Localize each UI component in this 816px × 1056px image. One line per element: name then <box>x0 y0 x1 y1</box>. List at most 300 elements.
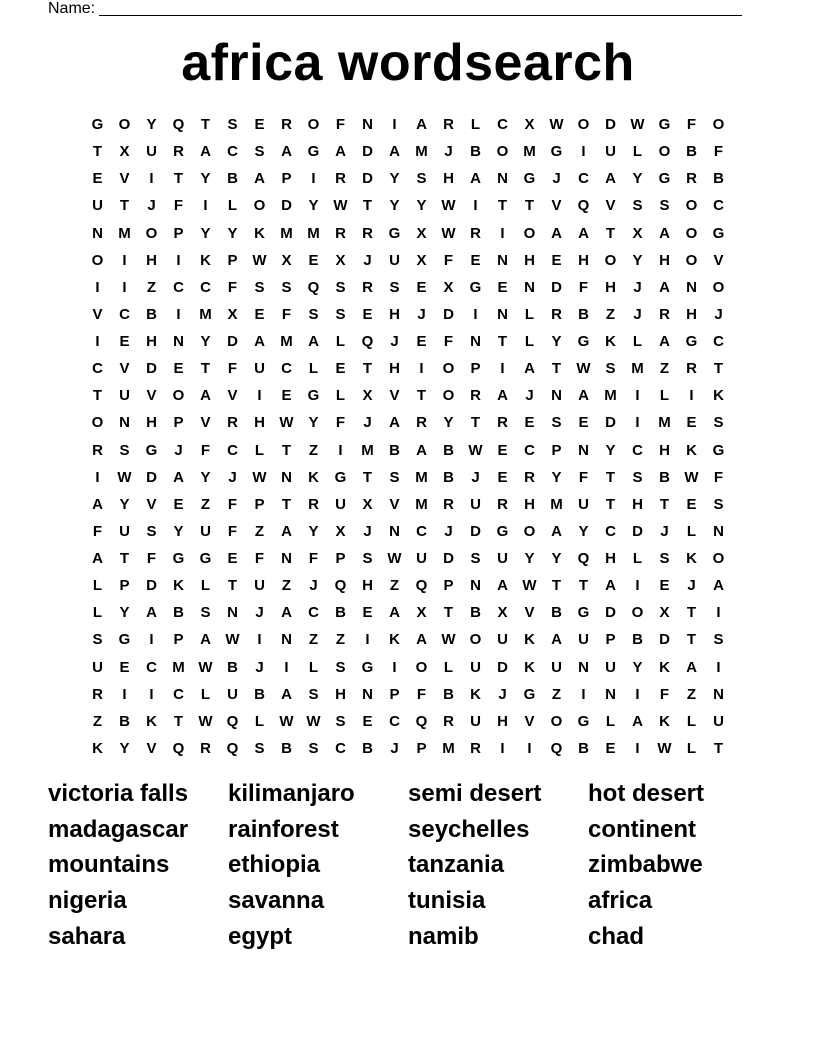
grid-letter[interactable]: T <box>551 577 562 595</box>
grid-letter[interactable]: I <box>365 631 370 649</box>
grid-letter[interactable]: Z <box>551 685 562 703</box>
grid-letter[interactable]: Q <box>577 550 590 568</box>
grid-letter[interactable]: F <box>443 251 454 269</box>
grid-letter[interactable]: S <box>659 197 670 215</box>
grid-letter[interactable]: U <box>470 495 481 513</box>
grid-letter[interactable]: T <box>497 333 508 351</box>
grid-letter[interactable]: T <box>497 197 508 215</box>
grid-letter[interactable]: E <box>119 333 130 351</box>
grid-letter[interactable]: T <box>713 739 724 757</box>
grid-letter[interactable]: T <box>92 143 103 161</box>
grid-letter[interactable]: J <box>444 522 453 540</box>
grid-letter[interactable]: W <box>522 577 537 595</box>
grid-letter[interactable]: I <box>689 387 694 405</box>
grid-letter[interactable]: R <box>173 143 184 161</box>
grid-letter[interactable]: A <box>578 387 589 405</box>
grid-letter[interactable]: L <box>92 577 103 595</box>
grid-letter[interactable]: N <box>470 333 481 351</box>
grid-letter[interactable]: U <box>389 251 400 269</box>
grid-letter[interactable]: H <box>146 414 157 432</box>
grid-letter[interactable]: O <box>577 116 590 134</box>
grid-letter[interactable]: W <box>441 224 456 242</box>
grid-letter[interactable]: J <box>471 468 480 486</box>
grid-letter[interactable]: J <box>633 305 642 323</box>
grid-letter[interactable]: S <box>308 305 319 323</box>
grid-letter[interactable]: S <box>335 658 346 676</box>
grid-letter[interactable]: R <box>362 224 373 242</box>
grid-letter[interactable]: X <box>443 278 454 296</box>
grid-letter[interactable]: E <box>497 278 508 296</box>
grid-letter[interactable]: J <box>174 441 183 459</box>
grid-letter[interactable]: W <box>468 441 483 459</box>
grid-letter[interactable]: T <box>200 360 211 378</box>
grid-letter[interactable]: A <box>281 604 292 622</box>
grid-letter[interactable]: Z <box>308 441 319 459</box>
grid-letter[interactable]: A <box>200 631 211 649</box>
grid-letter[interactable]: Z <box>92 712 103 730</box>
grid-letter[interactable]: S <box>713 631 724 649</box>
grid-letter[interactable]: Q <box>307 278 320 296</box>
grid-letter[interactable]: A <box>659 224 670 242</box>
grid-letter[interactable]: R <box>497 495 508 513</box>
grid-letter[interactable]: A <box>254 170 265 188</box>
grid-letter[interactable]: P <box>227 251 238 269</box>
grid-letter[interactable]: A <box>470 170 481 188</box>
grid-letter[interactable]: C <box>713 197 724 215</box>
grid-letter[interactable]: A <box>497 577 508 595</box>
grid-letter[interactable]: A <box>605 577 616 595</box>
grid-letter[interactable]: A <box>686 658 697 676</box>
grid-letter[interactable]: T <box>119 197 130 215</box>
grid-letter[interactable]: G <box>199 550 212 568</box>
grid-letter[interactable]: Y <box>200 170 211 188</box>
grid-letter[interactable]: M <box>415 468 428 486</box>
grid-letter[interactable]: Y <box>578 522 589 540</box>
grid-letter[interactable]: C <box>173 685 184 703</box>
grid-letter[interactable]: I <box>95 333 100 351</box>
grid-letter[interactable]: J <box>363 522 372 540</box>
grid-letter[interactable]: E <box>362 604 373 622</box>
grid-letter[interactable]: A <box>200 143 211 161</box>
grid-letter[interactable]: I <box>311 170 316 188</box>
grid-letter[interactable]: N <box>389 522 400 540</box>
grid-letter[interactable]: X <box>416 251 427 269</box>
grid-letter[interactable]: H <box>389 305 400 323</box>
grid-letter[interactable]: A <box>416 116 427 134</box>
grid-letter[interactable]: Z <box>308 631 319 649</box>
grid-letter[interactable]: E <box>362 305 373 323</box>
grid-letter[interactable]: C <box>713 333 724 351</box>
grid-letter[interactable]: P <box>470 360 481 378</box>
grid-letter[interactable]: L <box>335 333 346 351</box>
grid-letter[interactable]: E <box>254 305 265 323</box>
grid-letter[interactable]: I <box>284 658 289 676</box>
grid-letter[interactable]: R <box>335 170 346 188</box>
grid-letter[interactable]: M <box>523 143 536 161</box>
grid-letter[interactable]: I <box>500 360 505 378</box>
grid-letter[interactable]: K <box>686 441 697 459</box>
grid-letter[interactable]: Q <box>577 197 590 215</box>
grid-letter[interactable]: M <box>658 414 671 432</box>
grid-letter[interactable]: T <box>659 495 670 513</box>
grid-letter[interactable]: J <box>147 197 156 215</box>
grid-letter[interactable]: F <box>578 278 589 296</box>
grid-letter[interactable]: K <box>524 631 535 649</box>
grid-letter[interactable]: L <box>443 658 454 676</box>
grid-letter[interactable]: J <box>228 468 237 486</box>
grid-letter[interactable]: O <box>496 143 509 161</box>
grid-letter[interactable]: M <box>199 305 212 323</box>
grid-letter[interactable]: D <box>497 658 508 676</box>
grid-letter[interactable]: B <box>254 685 265 703</box>
grid-letter[interactable]: G <box>658 170 671 188</box>
grid-letter[interactable]: D <box>605 116 616 134</box>
grid-letter[interactable]: R <box>686 170 697 188</box>
grid-letter[interactable]: F <box>227 278 238 296</box>
grid-letter[interactable]: C <box>497 116 508 134</box>
grid-letter[interactable]: A <box>254 333 265 351</box>
grid-letter[interactable]: O <box>118 116 131 134</box>
grid-letter[interactable]: Y <box>119 739 130 757</box>
grid-letter[interactable]: J <box>363 251 372 269</box>
grid-letter[interactable]: H <box>659 441 670 459</box>
grid-letter[interactable]: M <box>361 441 374 459</box>
grid-letter[interactable]: I <box>122 251 127 269</box>
grid-letter[interactable]: U <box>146 143 157 161</box>
grid-letter[interactable]: M <box>307 224 320 242</box>
grid-letter[interactable]: V <box>389 495 400 513</box>
grid-letter[interactable]: D <box>551 278 562 296</box>
grid-letter[interactable]: D <box>362 143 373 161</box>
grid-letter[interactable]: A <box>551 631 562 649</box>
grid-letter[interactable]: Q <box>415 712 428 730</box>
grid-letter[interactable]: M <box>415 495 428 513</box>
grid-letter[interactable]: T <box>470 414 481 432</box>
grid-letter[interactable]: I <box>392 658 397 676</box>
grid-letter[interactable]: R <box>659 305 670 323</box>
grid-letter[interactable]: B <box>443 685 454 703</box>
grid-letter[interactable]: U <box>335 495 346 513</box>
grid-letter[interactable]: A <box>281 685 292 703</box>
grid-letter[interactable]: R <box>497 414 508 432</box>
grid-letter[interactable]: I <box>419 360 424 378</box>
grid-letter[interactable]: F <box>713 468 724 486</box>
grid-letter[interactable]: C <box>335 739 346 757</box>
grid-letter[interactable]: S <box>227 116 238 134</box>
grid-letter[interactable]: M <box>280 224 293 242</box>
grid-letter[interactable]: Y <box>632 170 643 188</box>
grid-letter[interactable]: H <box>362 577 373 595</box>
grid-letter[interactable]: R <box>308 495 319 513</box>
grid-letter[interactable]: Z <box>389 577 400 595</box>
grid-letter[interactable]: A <box>281 143 292 161</box>
grid-letter[interactable]: U <box>713 712 724 730</box>
grid-letter[interactable]: G <box>307 143 320 161</box>
grid-letter[interactable]: I <box>122 278 127 296</box>
grid-letter[interactable]: F <box>227 522 238 540</box>
grid-letter[interactable]: D <box>632 522 643 540</box>
grid-letter[interactable]: N <box>578 658 589 676</box>
grid-letter[interactable]: U <box>497 631 508 649</box>
grid-letter[interactable]: I <box>149 685 154 703</box>
grid-letter[interactable]: A <box>308 333 319 351</box>
grid-letter[interactable]: D <box>605 414 616 432</box>
grid-letter[interactable]: Q <box>550 739 563 757</box>
grid-letter[interactable]: I <box>95 278 100 296</box>
grid-letter[interactable]: I <box>203 197 208 215</box>
grid-letter[interactable]: F <box>713 143 724 161</box>
grid-letter[interactable]: B <box>659 468 670 486</box>
grid-letter[interactable]: B <box>389 441 400 459</box>
grid-letter[interactable]: M <box>118 224 131 242</box>
grid-letter[interactable]: S <box>254 739 265 757</box>
grid-letter[interactable]: T <box>713 360 724 378</box>
grid-letter[interactable]: J <box>687 577 696 595</box>
grid-letter[interactable]: E <box>524 414 535 432</box>
grid-letter[interactable]: T <box>362 468 373 486</box>
grid-letter[interactable]: L <box>470 116 481 134</box>
grid-letter[interactable]: T <box>362 360 373 378</box>
grid-letter[interactable]: X <box>362 387 373 405</box>
grid-letter[interactable]: I <box>338 441 343 459</box>
grid-letter[interactable]: N <box>227 604 238 622</box>
grid-letter[interactable]: I <box>635 685 640 703</box>
grid-letter[interactable]: O <box>658 143 671 161</box>
grid-letter[interactable]: G <box>172 550 185 568</box>
grid-letter[interactable]: Y <box>227 224 238 242</box>
grid-letter[interactable]: M <box>550 495 563 513</box>
grid-letter[interactable]: Y <box>200 468 211 486</box>
grid-letter[interactable]: B <box>470 604 481 622</box>
grid-letter[interactable]: D <box>659 631 670 649</box>
grid-letter[interactable]: A <box>416 631 427 649</box>
grid-letter[interactable]: U <box>605 143 616 161</box>
grid-letter[interactable]: T <box>524 197 535 215</box>
grid-letter[interactable]: B <box>551 604 562 622</box>
grid-letter[interactable]: P <box>173 224 184 242</box>
grid-letter[interactable]: I <box>392 116 397 134</box>
grid-letter[interactable]: F <box>146 550 157 568</box>
grid-letter[interactable]: T <box>173 170 184 188</box>
grid-letter[interactable]: J <box>633 278 642 296</box>
grid-letter[interactable]: Q <box>334 577 347 595</box>
grid-letter[interactable]: Y <box>443 414 454 432</box>
grid-letter[interactable]: H <box>578 251 589 269</box>
grid-letter[interactable]: X <box>335 522 346 540</box>
grid-letter[interactable]: D <box>605 604 616 622</box>
grid-letter[interactable]: A <box>524 360 535 378</box>
grid-letter[interactable]: Z <box>200 495 211 513</box>
grid-letter[interactable]: X <box>416 224 427 242</box>
grid-letter[interactable]: L <box>524 333 535 351</box>
grid-letter[interactable]: O <box>604 251 617 269</box>
grid-letter[interactable]: G <box>523 685 536 703</box>
grid-letter[interactable]: D <box>146 360 157 378</box>
grid-letter[interactable]: U <box>470 712 481 730</box>
grid-letter[interactable]: S <box>389 468 400 486</box>
grid-letter[interactable]: J <box>552 170 561 188</box>
grid-letter[interactable]: J <box>255 604 264 622</box>
grid-letter[interactable]: R <box>686 360 697 378</box>
grid-letter[interactable]: S <box>659 550 670 568</box>
grid-letter[interactable]: B <box>281 739 292 757</box>
grid-letter[interactable]: H <box>686 305 697 323</box>
grid-letter[interactable]: E <box>416 333 427 351</box>
grid-letter[interactable]: N <box>497 305 508 323</box>
grid-letter[interactable]: Z <box>335 631 346 649</box>
grid-letter[interactable]: E <box>578 414 589 432</box>
grid-letter[interactable]: O <box>523 224 536 242</box>
grid-letter[interactable]: T <box>173 712 184 730</box>
grid-letter[interactable]: E <box>308 251 319 269</box>
grid-letter[interactable]: U <box>119 522 130 540</box>
grid-letter[interactable]: L <box>659 387 670 405</box>
grid-letter[interactable]: O <box>91 251 104 269</box>
grid-letter[interactable]: T <box>605 468 616 486</box>
grid-letter[interactable]: E <box>470 251 481 269</box>
grid-letter[interactable]: K <box>173 577 184 595</box>
grid-letter[interactable]: S <box>335 278 346 296</box>
grid-letter[interactable]: Q <box>172 739 185 757</box>
grid-letter[interactable]: L <box>632 333 643 351</box>
grid-letter[interactable]: N <box>713 685 724 703</box>
grid-letter[interactable]: A <box>281 522 292 540</box>
grid-letter[interactable]: W <box>225 631 240 649</box>
grid-letter[interactable]: D <box>362 170 373 188</box>
grid-letter[interactable]: E <box>686 495 697 513</box>
grid-letter[interactable]: O <box>685 224 698 242</box>
grid-letter[interactable]: Y <box>416 197 427 215</box>
grid-letter[interactable]: W <box>630 116 645 134</box>
grid-letter[interactable]: H <box>497 712 508 730</box>
grid-letter[interactable]: X <box>416 604 427 622</box>
grid-letter[interactable]: R <box>470 387 481 405</box>
grid-letter[interactable]: P <box>416 739 427 757</box>
grid-letter[interactable]: U <box>254 577 265 595</box>
grid-letter[interactable]: K <box>92 739 103 757</box>
grid-letter[interactable]: I <box>257 631 262 649</box>
grid-letter[interactable]: P <box>551 441 562 459</box>
grid-letter[interactable]: E <box>173 360 184 378</box>
grid-letter[interactable]: O <box>631 604 644 622</box>
grid-letter[interactable]: A <box>659 333 670 351</box>
grid-letter[interactable]: N <box>524 278 535 296</box>
grid-letter[interactable]: O <box>550 712 563 730</box>
grid-letter[interactable]: T <box>281 495 292 513</box>
grid-letter[interactable]: O <box>253 197 266 215</box>
grid-letter[interactable]: V <box>227 387 238 405</box>
grid-letter[interactable]: Y <box>308 197 319 215</box>
grid-letter[interactable]: A <box>146 604 157 622</box>
grid-letter[interactable]: T <box>686 604 697 622</box>
grid-letter[interactable]: V <box>119 170 130 188</box>
grid-letter[interactable]: Y <box>146 116 157 134</box>
grid-letter[interactable]: N <box>362 685 373 703</box>
grid-letter[interactable]: I <box>635 414 640 432</box>
grid-letter[interactable]: B <box>146 305 157 323</box>
grid-letter[interactable]: C <box>227 143 238 161</box>
grid-letter[interactable]: C <box>605 522 616 540</box>
grid-letter[interactable]: I <box>500 739 505 757</box>
grid-letter[interactable]: G <box>334 468 347 486</box>
grid-letter[interactable]: P <box>254 495 265 513</box>
grid-letter[interactable]: W <box>198 658 213 676</box>
grid-letter[interactable]: H <box>389 360 400 378</box>
grid-letter[interactable]: D <box>227 333 238 351</box>
grid-letter[interactable]: G <box>712 224 725 242</box>
grid-letter[interactable]: W <box>684 468 699 486</box>
grid-letter[interactable]: I <box>257 387 262 405</box>
grid-letter[interactable]: W <box>333 197 348 215</box>
grid-letter[interactable]: Y <box>632 658 643 676</box>
grid-letter[interactable]: G <box>685 333 698 351</box>
grid-letter[interactable]: R <box>443 495 454 513</box>
grid-letter[interactable]: S <box>470 550 481 568</box>
grid-letter[interactable]: B <box>713 170 724 188</box>
grid-letter[interactable]: C <box>227 441 238 459</box>
grid-letter[interactable]: S <box>308 685 319 703</box>
name-field[interactable] <box>99 0 742 16</box>
grid-letter[interactable]: H <box>605 278 616 296</box>
grid-letter[interactable]: S <box>281 278 292 296</box>
grid-letter[interactable]: B <box>686 143 697 161</box>
grid-letter[interactable]: X <box>659 604 670 622</box>
grid-letter[interactable]: S <box>713 414 724 432</box>
grid-letter[interactable]: G <box>550 143 563 161</box>
grid-letter[interactable]: Y <box>389 197 400 215</box>
grid-letter[interactable]: N <box>92 224 103 242</box>
grid-letter[interactable]: N <box>605 685 616 703</box>
grid-letter[interactable]: W <box>279 414 294 432</box>
grid-letter[interactable]: W <box>117 468 132 486</box>
grid-letter[interactable]: L <box>686 739 697 757</box>
grid-letter[interactable]: P <box>605 631 616 649</box>
grid-letter[interactable]: C <box>92 360 103 378</box>
grid-letter[interactable]: L <box>335 387 346 405</box>
grid-letter[interactable]: T <box>578 577 589 595</box>
grid-letter[interactable]: D <box>146 577 157 595</box>
grid-letter[interactable]: E <box>119 658 130 676</box>
grid-letter[interactable]: B <box>443 468 454 486</box>
grid-letter[interactable]: U <box>551 658 562 676</box>
grid-letter[interactable]: T <box>416 387 427 405</box>
grid-letter[interactable]: U <box>227 685 238 703</box>
grid-letter[interactable]: L <box>524 305 535 323</box>
grid-letter[interactable]: H <box>632 495 643 513</box>
grid-letter[interactable]: V <box>146 739 157 757</box>
grid-letter[interactable]: C <box>146 658 157 676</box>
grid-letter[interactable]: W <box>441 631 456 649</box>
grid-letter[interactable]: J <box>363 414 372 432</box>
grid-letter[interactable]: Z <box>146 278 157 296</box>
grid-letter[interactable]: I <box>500 224 505 242</box>
grid-letter[interactable]: G <box>91 116 104 134</box>
grid-letter[interactable]: R <box>470 224 481 242</box>
grid-letter[interactable]: B <box>119 712 130 730</box>
grid-letter[interactable]: G <box>577 712 590 730</box>
grid-letter[interactable]: W <box>441 197 456 215</box>
grid-letter[interactable]: O <box>172 387 185 405</box>
grid-letter[interactable]: B <box>470 143 481 161</box>
grid-letter[interactable]: N <box>686 278 697 296</box>
grid-letter[interactable]: M <box>604 387 617 405</box>
grid-letter[interactable]: I <box>635 577 640 595</box>
grid-letter[interactable]: U <box>92 658 103 676</box>
grid-letter[interactable]: I <box>473 305 478 323</box>
grid-letter[interactable]: B <box>632 631 643 649</box>
grid-letter[interactable]: A <box>92 550 103 568</box>
grid-letter[interactable]: I <box>716 658 721 676</box>
